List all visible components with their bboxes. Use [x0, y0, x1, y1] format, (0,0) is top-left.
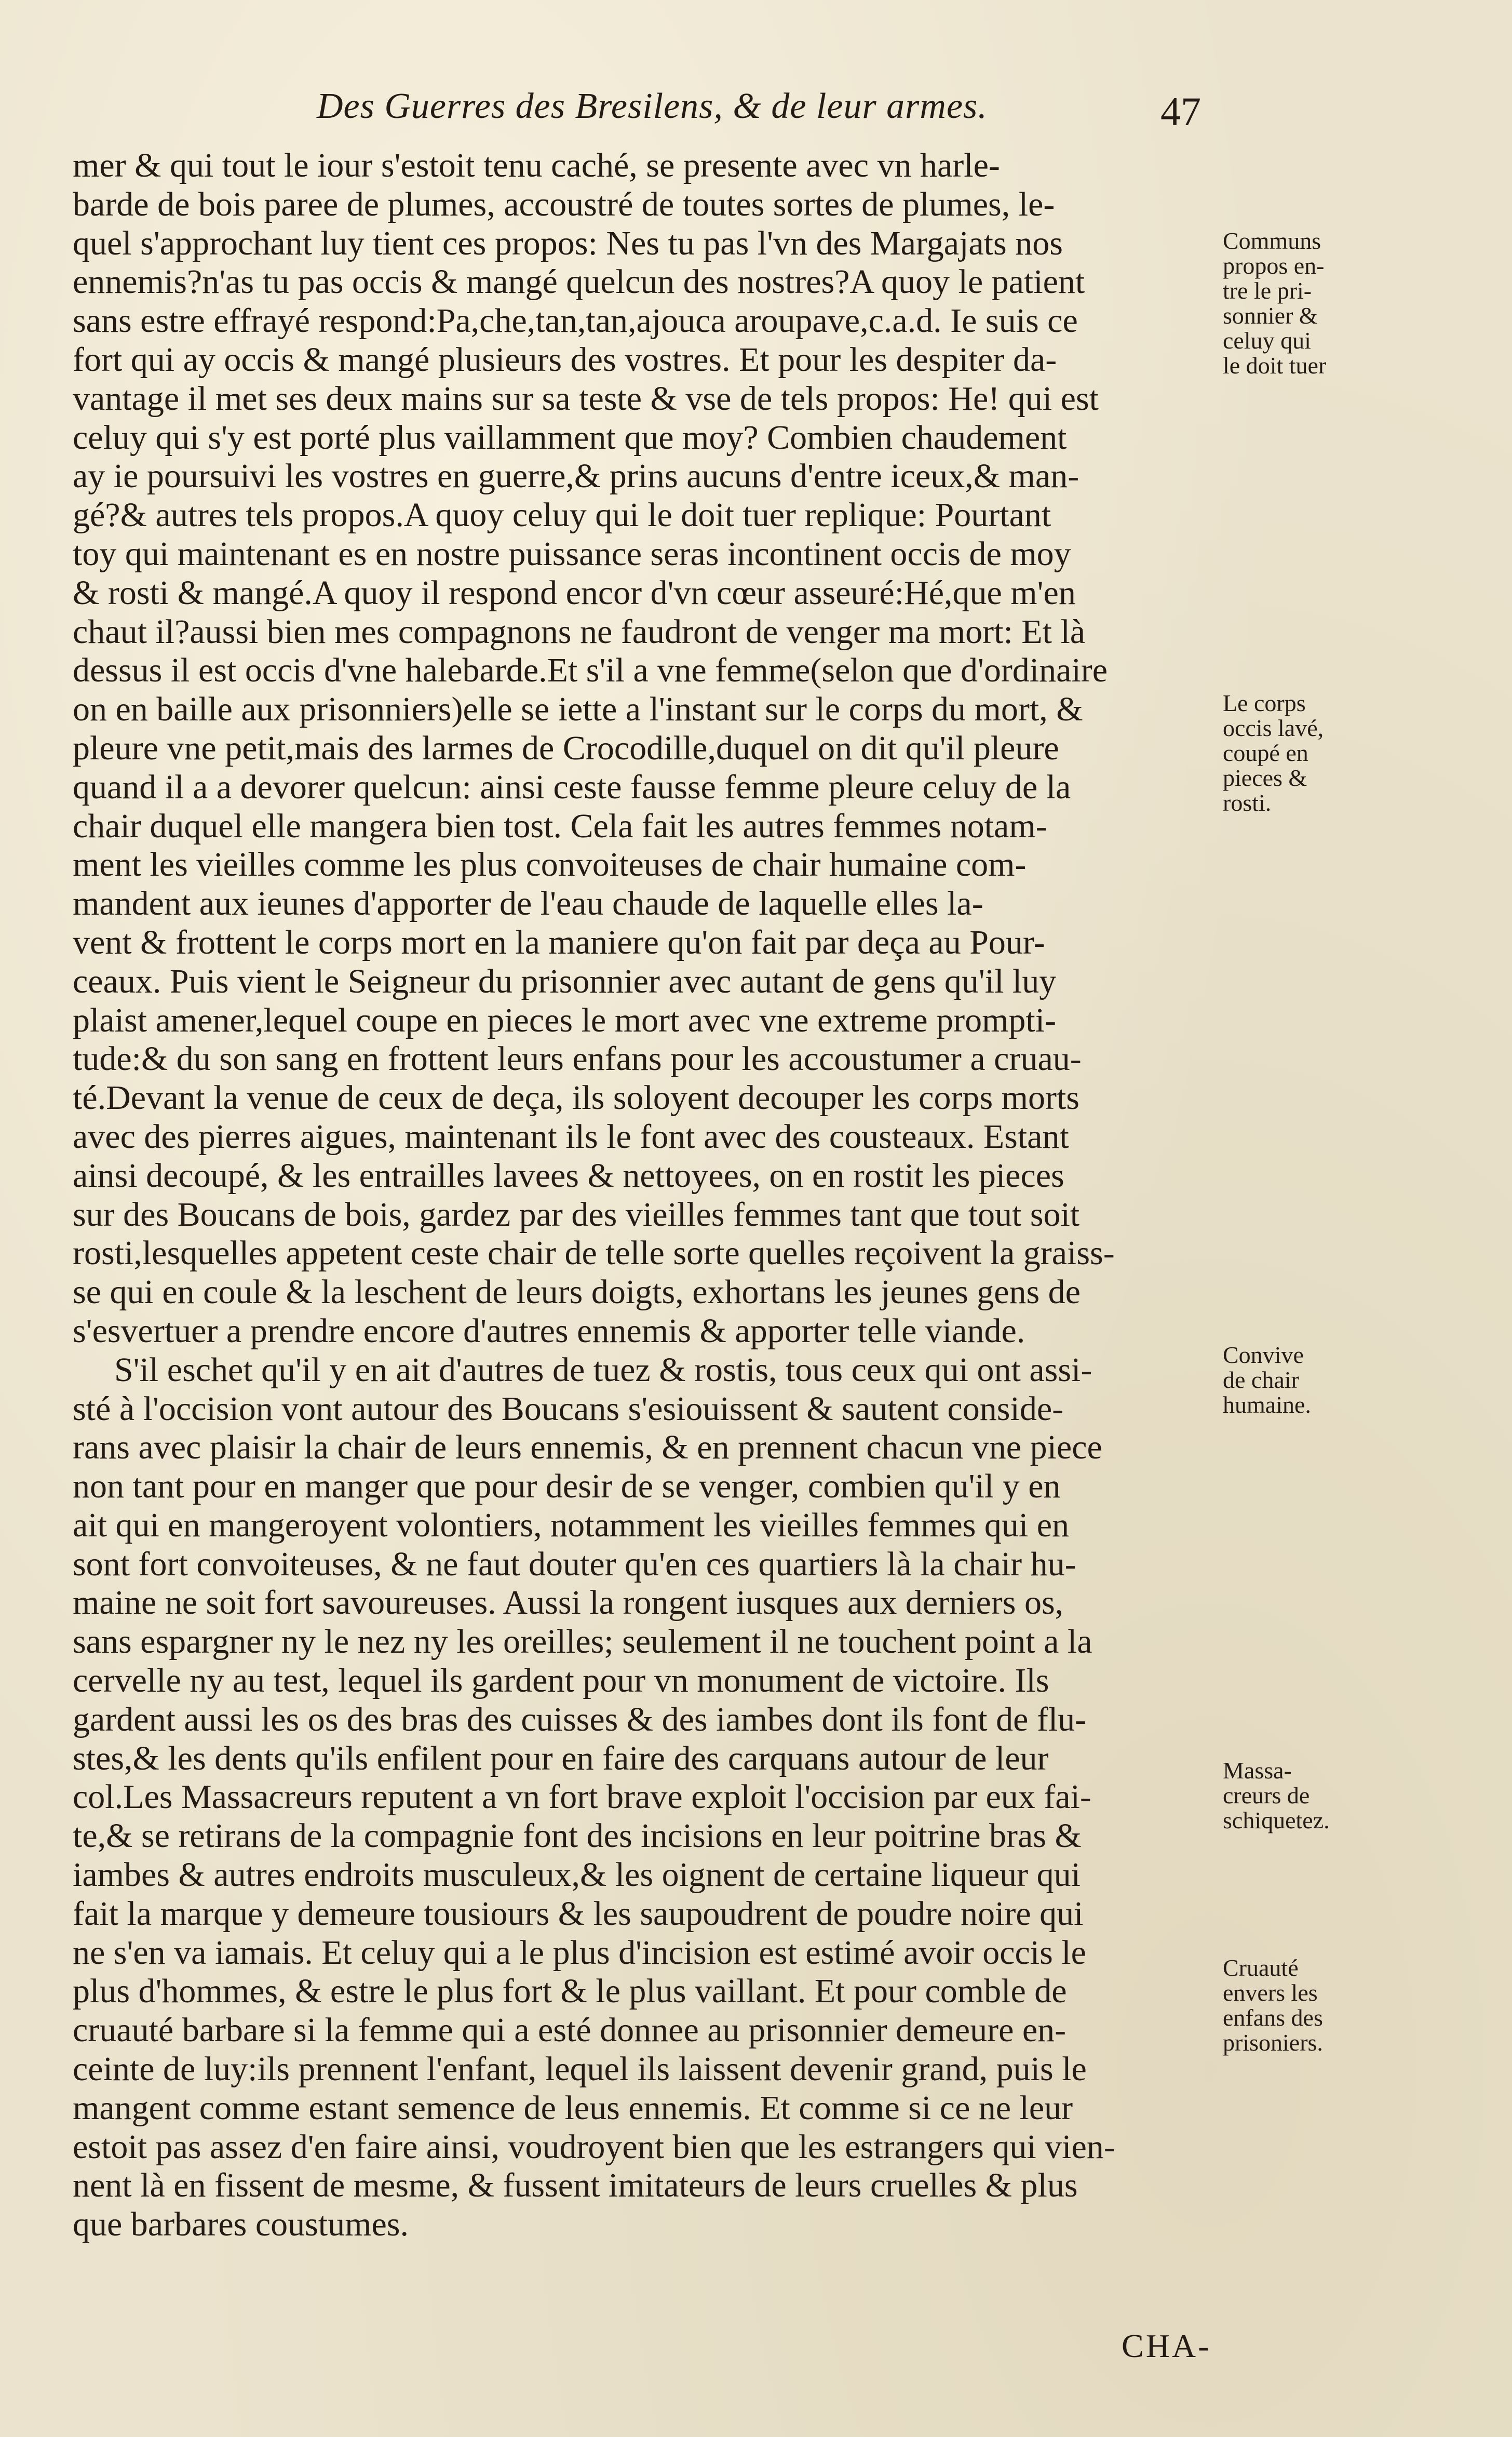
margin-note-line: Le corps — [1223, 690, 1306, 716]
text-line: chair duquel elle mangera bien tost. Cela fait les autres femmes notam- — [73, 807, 1047, 845]
text-line: pleure vne petit,mais des larmes de Crocodille,duquel on dit qu'il pleure — [73, 729, 1059, 767]
text-line: celuy qui s'y est porté plus vaillamment que moy? Combien chaudement — [73, 418, 1067, 457]
margin-note-line: schiquetez. — [1223, 1807, 1330, 1833]
text-line: & rosti & mangé.A quoy il respond encor d'vn cœur asseuré:Hé,que m'en — [73, 573, 1076, 612]
margin-note-line: sonnier & — [1223, 302, 1318, 329]
text-line: rosti,lesquelles appetent ceste chair de telle sorte quelles reçoivent la graiss- — [73, 1234, 1115, 1273]
text-line: ainsi decoupé, & les entrailles lavees & nettoyees, on en rostit les pieces — [73, 1156, 1064, 1195]
text-line: mangent comme estant semence de leus ennemis. Et comme si ce ne leur — [73, 2088, 1073, 2127]
text-line: tude:& du son sang en frottent leurs enfans pour les accoustumer a cruau- — [73, 1040, 1082, 1078]
body-text — [73, 146, 1215, 2283]
margin-note-line: enfans des — [1223, 2004, 1323, 2031]
text-line: col.Les Massacreurs reputent a vn fort brave exploit l'occision par eux fai- — [73, 1778, 1091, 1816]
margin-note-line: propos en- — [1223, 252, 1325, 279]
text-line: ceaux. Puis vient le Seigneur du prisonnier avec autant de gens qu'il luy — [73, 962, 1057, 1000]
text-line: ait qui en mangeroyent volontiers, notamment les vieilles femmes qui en — [73, 1506, 1070, 1544]
margin-note-line: celuy qui — [1223, 327, 1311, 354]
text-line: ay ie poursuivi les vostres en guerre,& prins aucuns d'entre iceux,& man- — [73, 457, 1079, 496]
margin-note-line: prisoniers. — [1223, 2029, 1323, 2056]
text-line: nent là en fissent de mesme, & fussent imitateurs de leurs cruelles & plus — [73, 2166, 1078, 2205]
text-line: chaut il?aussi bien mes compagnons ne faudront de venger ma mort: Et là — [73, 612, 1086, 651]
margin-note-line: rosti. — [1223, 789, 1272, 816]
margin-note-line: le doit tuer — [1223, 352, 1327, 379]
text-line — [73, 2244, 1215, 2283]
text-line: cruauté barbare si la femme qui a esté donnee au prisonnier demeure en- — [73, 2011, 1066, 2050]
catchword: CHA- — [1122, 2327, 1211, 2364]
text-line: te,& se retirans de la compagnie font des incisions en leur poitrine bras & — [73, 1817, 1082, 1855]
text-line: mandent aux ieunes d'apporter de l'eau chaude de laquelle elles la- — [73, 885, 983, 923]
margin-note — [1223, 691, 1353, 815]
margin-note — [1223, 1758, 1353, 1833]
page-number: 47 — [1160, 89, 1201, 134]
margin-note-line: Convive — [1223, 1342, 1304, 1368]
text-line: rans avec plaisir la chair de leurs ennemis, & en prennent chacun vne piece — [73, 1428, 1102, 1467]
text-line: vantage il met ses deux mains sur sa teste & vse de tels propos: He! qui est — [73, 379, 1099, 418]
margin-note-line: Massa- — [1223, 1757, 1292, 1784]
text-line: on en baille aux prisonniers)elle se iette a l'instant sur le corps du mort, & — [73, 690, 1083, 729]
text-line: quel s'approchant luy tient ces propos: Nes tu pas l'vn des Margajats nos — [73, 224, 1063, 262]
margin-note-line: de chair — [1223, 1367, 1299, 1393]
text-line: sur des Boucans de bois, gardez par des vieilles femmes tant que tout soit — [73, 1195, 1080, 1234]
margin-note — [1223, 1343, 1353, 1417]
margin-note — [1223, 1956, 1353, 2055]
text-line: plaist amener,lequel coupe en pieces le mort avec vne extreme prompti- — [73, 1001, 1057, 1039]
margin-note-line: occis lavé, — [1223, 715, 1324, 741]
text-line: que barbares coustumes. — [73, 2205, 409, 2244]
text-line: fait la marque y demeure tousiours & les saupoudrent de poudre noire qui — [73, 1894, 1084, 1933]
text-line: avec des pierres aigues, maintenant ils le font avec des cousteaux. Estant — [73, 1117, 1069, 1156]
text-line: ne s'en va iamais. Et celuy qui a le plus d'incision est estimé avoir occis le — [73, 1933, 1086, 1972]
text-line: sans espargner ny le nez ny les oreilles; seulement il ne touchent point a la — [73, 1623, 1092, 1661]
text-line: toy qui maintenant es en nostre puissance seras incontinent occis de moy — [73, 534, 1071, 573]
margin-note-line: pieces & — [1223, 765, 1307, 791]
text-line: estoit pas assez d'en faire ainsi, voudroyent bien que les estrangers qui vien- — [73, 2127, 1115, 2166]
margin-note — [1223, 229, 1353, 378]
text-line: quand il a a devorer quelcun: ainsi ceste fausse femme pleure celuy de la — [73, 768, 1071, 806]
text-line: ceinte de luy:ils prennent l'enfant, lequel ils laissent devenir grand, puis le — [73, 2050, 1087, 2088]
text-line: S'il eschet qu'il y en ait d'autres de tuez & rostis, tous ceux qui ont assi- — [114, 1350, 1092, 1389]
text-line: barde de bois paree de plumes, accoustré de toutes sortes de plumes, le- — [73, 185, 1055, 223]
text-line: plus d'hommes, & estre le plus fort & le plus vaillant. Et pour comble de — [73, 1972, 1067, 2011]
running-head: Des Guerres des Bresilens, & de leur armes. — [317, 86, 988, 126]
margin-note-line: Cruauté — [1223, 1954, 1299, 1981]
text-line: ennemis?n'as tu pas occis & mangé quelcun des nostres?A quoy le patient — [73, 263, 1085, 301]
text-line: iambes & autres endroits musculeux,& les oignent de certaine liqueur qui — [73, 1856, 1081, 1894]
text-line: mer & qui tout le iour s'estoit tenu caché, se presente avec vn harle- — [73, 146, 1000, 184]
text-line: ment les vieilles comme les plus convoiteuses de chair humaine com- — [73, 846, 1027, 884]
text-line: se qui en coule & la leschent de leurs doigts, exhortans les jeunes gens de — [73, 1273, 1081, 1311]
text-line: sont fort convoiteuses, & ne faut douter qu'en ces quartiers là la chair hu- — [73, 1545, 1076, 1583]
margin-note-line: creurs de — [1223, 1782, 1310, 1809]
margin-note-line: humaine. — [1223, 1391, 1311, 1418]
text-line: stes,& les dents qu'ils enfilent pour en faire des carquans autour de leur — [73, 1739, 1049, 1777]
text-line: gardent aussi les os des bras des cuisses & des iambes dont ils font de flu- — [73, 1700, 1087, 1738]
text-line: maine ne soit fort savoureuses. Aussi la rongent iusques aux derniers os, — [73, 1584, 1064, 1622]
margin-note-line: envers les — [1223, 1979, 1318, 2006]
text-line: fort qui ay occis & mangé plusieurs des vostres. Et pour les despiter da- — [73, 340, 1057, 379]
text-line: non tant pour en manger que pour desir de se venger, combien qu'il y en — [73, 1467, 1061, 1506]
text-line: sté à l'occision vont autour des Boucans s'esiouissent & sautent conside- — [73, 1389, 1064, 1428]
margin-note-line: tre le pri- — [1223, 277, 1312, 304]
text-line: té.Devant la venue de ceux de deça, ils soloyent decouper les corps morts — [73, 1079, 1079, 1117]
text-line: dessus il est occis d'vne halebarde.Et s'il a vne femme(selon que d'ordinaire — [73, 651, 1108, 690]
text-line: s'esvertuer a prendre encore d'autres ennemis & apporter telle viande. — [73, 1311, 1025, 1350]
margin-note-line: Communs — [1223, 227, 1321, 254]
margin-note-line: coupé en — [1223, 740, 1308, 766]
text-line: cervelle ny au test, lequel ils gardent pour vn monument de victoire. Ils — [73, 1662, 1049, 1700]
text-line: sans estre effrayé respond:Pa,che,tan,tan,ajouca aroupave,c.a.d. Ie suis ce — [73, 302, 1078, 340]
text-line: vent & frottent le corps mort en la maniere qu'on fait par deça au Pour- — [73, 923, 1045, 961]
text-line: gé?& autres tels propos.A quoy celuy qui le doit tuer replique: Pourtant — [73, 496, 1051, 534]
